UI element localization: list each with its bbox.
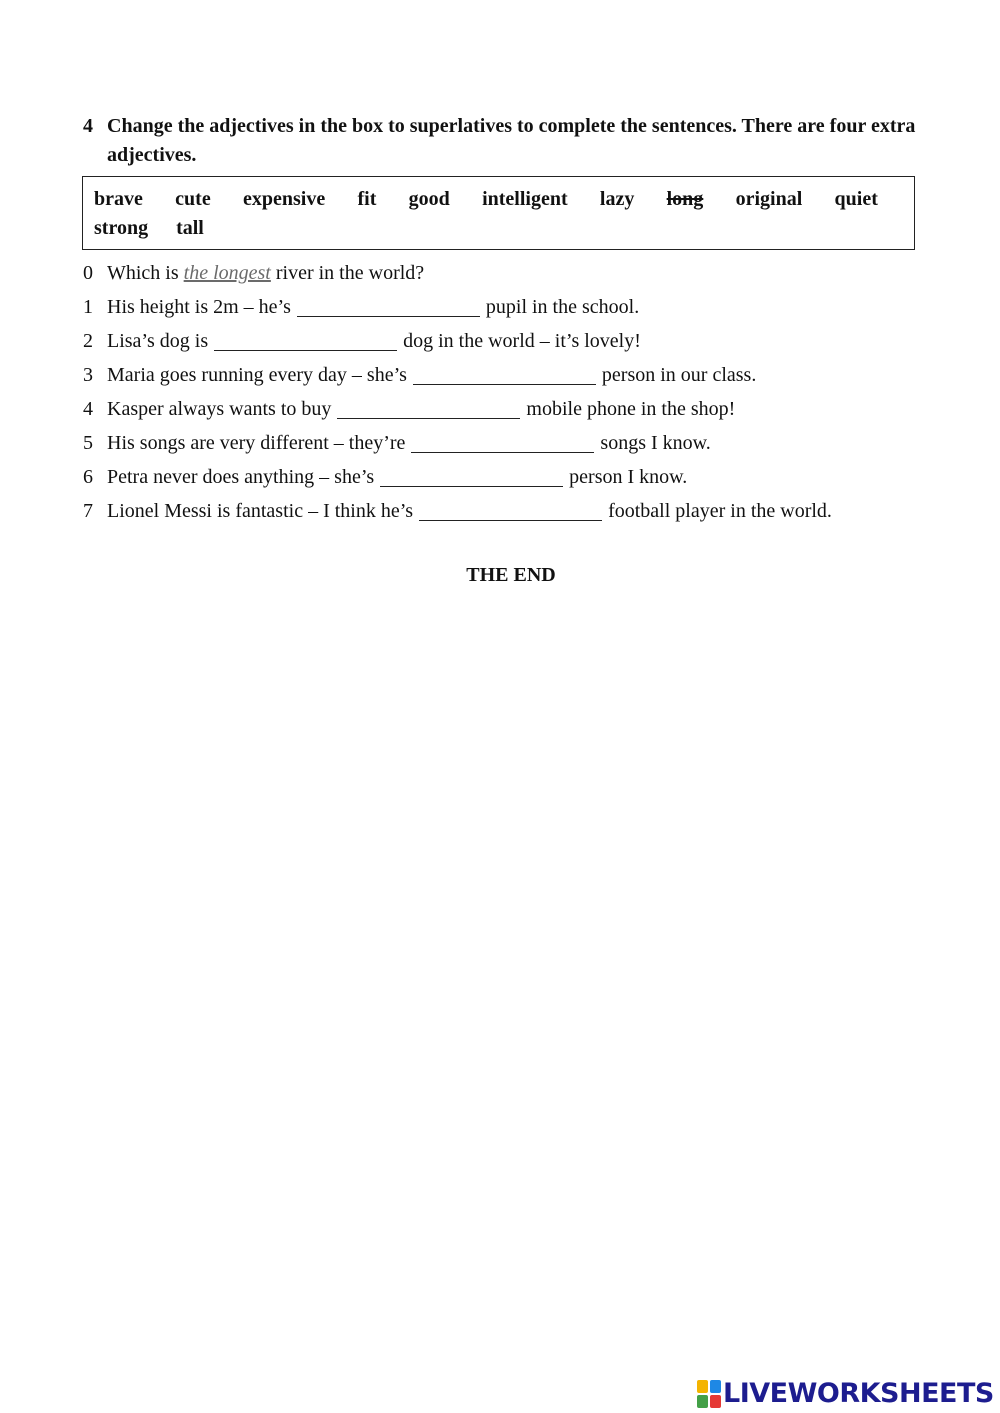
word-fit: fit: [357, 188, 377, 210]
sentence-text-before: Petra never does anything – she’s: [107, 466, 375, 488]
word-lazy: lazy: [599, 188, 635, 210]
sentence-number: 0: [83, 262, 93, 284]
sentence-0-example: [83, 256, 933, 290]
word-long-struck: long: [666, 188, 704, 210]
sentence-text-before: His songs are very different – they’re: [107, 432, 406, 454]
answer-blank-1[interactable]: [297, 298, 480, 317]
sentence-text-before: Maria goes running every day – she’s: [107, 364, 407, 386]
sentence-6: [83, 460, 933, 494]
sentence-text-before: Which is: [107, 262, 179, 284]
sentence-number: 5: [83, 432, 93, 454]
sentence-number: 4: [83, 398, 93, 420]
sentence-7: [83, 494, 933, 528]
sentence-list: [83, 256, 933, 528]
logo-tile: [697, 1380, 708, 1393]
liveworksheets-watermark: [697, 1376, 994, 1412]
sentence-text-after: person in our class.: [601, 364, 757, 386]
sentence-text-after: river in the world?: [275, 262, 425, 284]
liveworksheets-logo-icon: [697, 1380, 721, 1408]
sentence-text-before: Lionel Messi is fantastic – I think he’s: [107, 500, 414, 522]
adjective-word-box: [82, 176, 915, 250]
word-strong: strong: [94, 217, 149, 239]
sentence-number: 7: [83, 500, 93, 522]
sentence-text-after: dog in the world – it’s lovely!: [403, 330, 641, 352]
example-answer: the longest: [183, 262, 271, 284]
sentence-5: [83, 426, 933, 460]
sentence-text-after: person I know.: [569, 466, 688, 488]
answer-blank-7[interactable]: [419, 502, 602, 521]
sentence-text-before: Lisa’s dog is: [107, 330, 209, 352]
word-expensive: expensive: [243, 188, 326, 210]
word-tall: tall: [176, 217, 204, 239]
word-cute: cute: [175, 188, 211, 210]
word-brave: brave: [94, 188, 143, 210]
sentence-3: [83, 358, 933, 392]
sentence-text-before: His height is 2m – he’s: [107, 296, 291, 318]
word-original: original: [735, 188, 803, 210]
sentence-number: 3: [83, 364, 93, 386]
word-box-row-1: [94, 187, 878, 211]
sentence-text-after: songs I know.: [600, 432, 711, 454]
watermark-text: LIVEWORKSHEETS: [723, 1378, 994, 1409]
sentence-4: [83, 392, 933, 426]
exercise-instruction: [83, 112, 923, 170]
sentence-number: 1: [83, 296, 93, 318]
logo-tile: [710, 1395, 721, 1408]
exercise-number: 4: [83, 115, 93, 137]
sentence-text-after: mobile phone in the shop!: [526, 398, 736, 420]
answer-blank-3[interactable]: [413, 366, 596, 385]
sentence-text-after: football player in the world.: [608, 500, 832, 522]
word-box-row-2: [94, 216, 204, 240]
answer-blank-6[interactable]: [380, 468, 563, 487]
answer-blank-4[interactable]: [337, 400, 520, 419]
the-end-heading: THE END: [466, 564, 556, 586]
logo-tile: [697, 1395, 708, 1408]
word-intelligent: intelligent: [482, 188, 568, 210]
sentence-text-after: pupil in the school.: [485, 296, 640, 318]
logo-tile: [710, 1380, 721, 1393]
sentence-number: 2: [83, 330, 93, 352]
answer-blank-5[interactable]: [411, 434, 594, 453]
sentence-1: [83, 290, 933, 324]
answer-blank-2[interactable]: [214, 332, 397, 351]
word-good: good: [408, 188, 450, 210]
sentence-number: 6: [83, 466, 93, 488]
sentence-text-before: Kasper always wants to buy: [107, 398, 332, 420]
word-quiet: quiet: [834, 188, 878, 210]
instruction-text: Change the adjectives in the box to superlatives to complete the sentences. There are four extra adjectives.: [107, 115, 916, 166]
sentence-2: [83, 324, 933, 358]
